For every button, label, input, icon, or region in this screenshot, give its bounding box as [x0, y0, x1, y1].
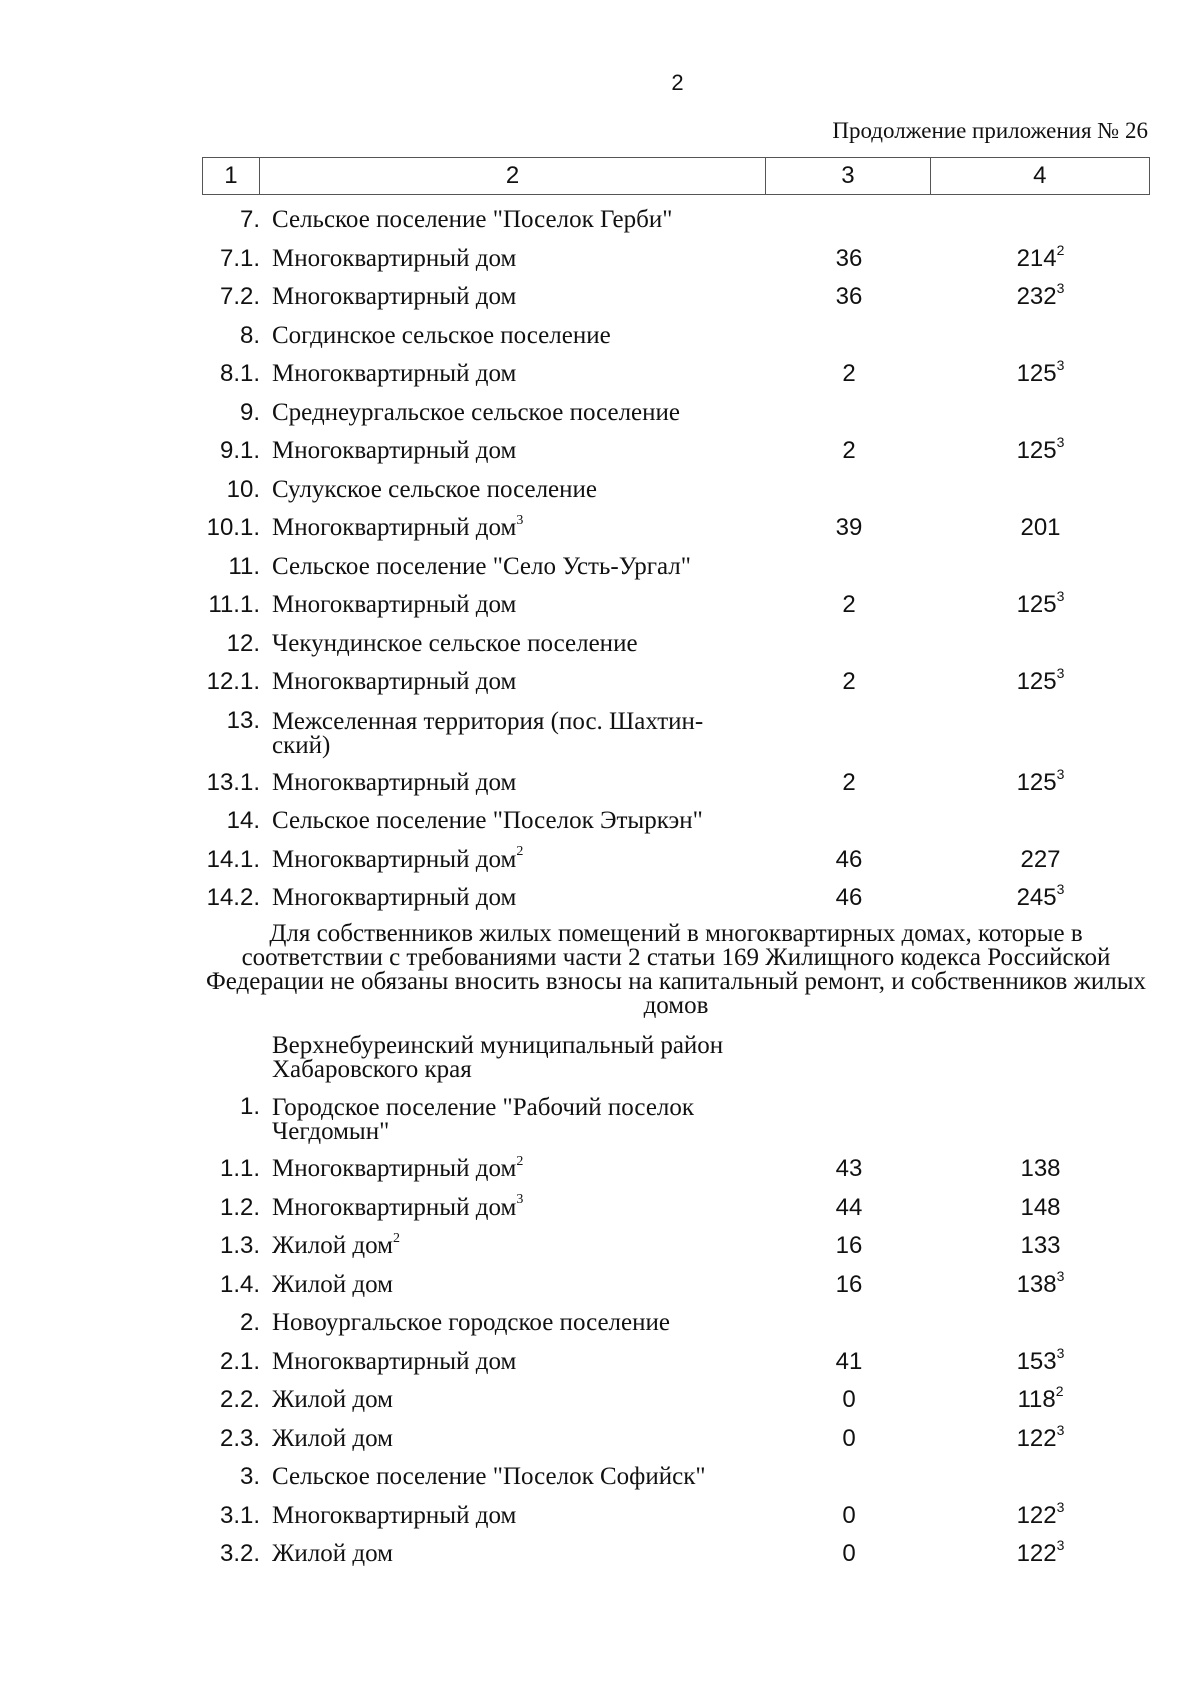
footnote-marker: 3: [1056, 665, 1065, 681]
row-name-text: Многоквартирный дом: [272, 360, 517, 387]
row-name-text: Многоквартирный дом: [272, 1193, 517, 1221]
row-value-col4: [931, 1266, 1150, 1304]
table-row: [202, 317, 1150, 356]
row-value-col4: [931, 432, 1150, 470]
row-value-col4: [931, 841, 1150, 879]
row-value-col4: [931, 764, 1150, 802]
row-name-text: Многоквартирный дом: [272, 768, 517, 796]
table-row: [202, 1088, 1150, 1150]
row-number: 9.1.: [219, 437, 260, 464]
row-value-col3: 36: [835, 283, 863, 310]
row-name-text: Многоквартирный дом: [272, 1155, 517, 1182]
row-value-col4: [931, 586, 1150, 624]
row-name: [260, 1266, 767, 1304]
row-name-text: Новоургальское городское поселение: [272, 1309, 670, 1336]
row-name-text: Жилой дом: [272, 1386, 393, 1413]
row-number: 10.1.: [206, 514, 260, 541]
table-row: [202, 625, 1150, 664]
footnote-marker: 3: [1056, 280, 1065, 296]
row-value-col3: 0: [842, 1501, 856, 1529]
page-number: 2: [671, 70, 684, 95]
footnote-marker: 2: [516, 844, 524, 860]
row-name-text: Сельское поселение "Село Усть-Ургал": [272, 552, 691, 580]
table-row: [202, 240, 1150, 279]
row-name-text: Многоквартирный дом: [272, 244, 517, 272]
row-name-text: Многоквартирный дом: [272, 668, 517, 695]
table-row: [202, 1150, 1150, 1189]
row-number: 10.: [226, 475, 260, 503]
row-name: [260, 394, 767, 432]
row-number: 13.: [226, 706, 260, 734]
row-number: 1.2.: [219, 1193, 260, 1221]
row-value-col3: 16: [835, 1270, 863, 1298]
row-value-col3: 2: [842, 437, 856, 464]
table-header: [202, 157, 1150, 195]
row-value-col3: 0: [842, 1424, 856, 1452]
footnote-marker: 3: [1056, 765, 1065, 782]
row-number: 3.2.: [219, 1540, 260, 1567]
table-row: [202, 432, 1150, 471]
row-value-col3: 43: [835, 1155, 863, 1182]
row-value-col4-text: 138: [1016, 1270, 1057, 1298]
row-value-col4: [931, 1227, 1150, 1265]
table-row: [202, 764, 1150, 803]
footnote-marker: 3: [1056, 357, 1065, 373]
row-value-col4-text: 122: [1016, 1540, 1057, 1567]
row-name: [260, 1420, 767, 1458]
row-value-col3: 2: [842, 591, 856, 618]
table-row: [202, 841, 1150, 880]
row-name: [260, 317, 767, 355]
row-name: [260, 509, 767, 547]
row-value-col3: 46: [835, 884, 863, 911]
district-row: [202, 1030, 1150, 1088]
row-name: [260, 432, 767, 470]
row-number: 12.: [226, 629, 260, 657]
header-col-1: 1: [203, 158, 260, 195]
table-row: [202, 663, 1150, 702]
row-value-col3: 2: [842, 768, 856, 796]
row-number: 2.2.: [219, 1386, 260, 1413]
header-col-2: 2: [259, 158, 765, 195]
row-name: [260, 879, 767, 917]
table-row: [202, 278, 1150, 317]
table-row: [202, 548, 1150, 587]
row-name-text: Согдинское сельское поселение: [272, 321, 611, 349]
row-value-col4-text: 214: [1016, 244, 1057, 272]
row-value-col3: 0: [842, 1540, 856, 1567]
row-name: [260, 625, 767, 663]
row-value-col4: [931, 355, 1150, 393]
row-value-col3: 39: [835, 514, 863, 541]
row-number: 1.1.: [219, 1155, 260, 1182]
row-name-text: Чекундинское сельское поселение: [272, 629, 638, 657]
row-name: [260, 1381, 767, 1419]
row-number: 3.1.: [219, 1501, 260, 1529]
row-name: [260, 764, 767, 802]
table-row: [202, 1266, 1150, 1305]
row-value-col4-text: 125: [1016, 768, 1057, 796]
row-value-col4: [931, 879, 1150, 917]
row-value-col4: [931, 278, 1150, 316]
footnote-marker: 3: [1056, 1537, 1065, 1553]
continuation-label: Продолжение приложения № 26: [832, 118, 1148, 143]
row-value-col3: 16: [835, 1232, 863, 1259]
row-name-text: Сельское поселение "Поселок Этыркэн": [272, 807, 703, 834]
row-number: 9.: [239, 398, 260, 426]
row-value-col3: 44: [835, 1193, 863, 1221]
table-row: [202, 802, 1150, 841]
row-name: [260, 663, 767, 701]
footnote-marker: 3: [1056, 881, 1065, 897]
footnote-marker: 2: [1055, 1383, 1064, 1399]
row-value-col3: 2: [842, 360, 856, 387]
row-value-col4-text: 122: [1016, 1424, 1057, 1452]
table-row: [202, 471, 1150, 510]
row-number: 8.1.: [219, 360, 260, 387]
row-value-col4: [931, 1535, 1150, 1573]
row-name: [260, 586, 767, 624]
row-value-col4: [931, 1420, 1150, 1458]
table-row: [202, 1535, 1150, 1574]
row-name-text: Городское поселение "Рабочий поселок Чегдомын": [272, 1094, 695, 1145]
row-number: 7.1.: [219, 244, 260, 272]
row-value-col4: [931, 240, 1150, 278]
row-name: [260, 278, 767, 316]
table-row: [202, 586, 1150, 625]
footnote-marker: 2: [392, 1230, 400, 1246]
row-name-text: Многоквартирный дом: [272, 514, 517, 541]
district-name: Верхнебуреинский муниципальный район Хабаровского края: [272, 1032, 724, 1083]
table-row: [202, 1227, 1150, 1266]
table-body-section-2: [202, 1030, 1150, 1574]
row-value-col4-text: 125: [1016, 668, 1057, 695]
row-number: 13.1.: [206, 768, 260, 796]
row-value-col4-text: 122: [1016, 1501, 1057, 1529]
row-number: 14.: [226, 807, 260, 834]
footnote-marker: 3: [516, 512, 524, 528]
row-value-col3: 2: [842, 668, 856, 695]
row-value-col4-text: 138: [1020, 1155, 1061, 1182]
row-value-col3: 46: [835, 845, 863, 873]
row-number: 11.: [228, 552, 260, 580]
row-name: [260, 471, 767, 509]
row-name-text: Многоквартирный дом: [272, 437, 517, 464]
row-name-text: Межселенная территория (пос. Шахтин- ский): [272, 707, 704, 759]
row-number: 7.: [239, 206, 260, 233]
row-value-col4: [931, 1189, 1150, 1227]
row-value-col4: [931, 509, 1150, 547]
row-number: 1.4.: [219, 1270, 260, 1298]
row-name: [260, 201, 767, 239]
row-number: 11.1.: [208, 591, 260, 618]
row-name: [260, 1227, 767, 1265]
row-name-text: Сельское поселение "Поселок Софийск": [272, 1463, 706, 1490]
row-name-text: Многоквартирный дом: [272, 591, 517, 618]
row-number: 14.2.: [206, 884, 260, 911]
row-name-text: Многоквартирный дом: [272, 1347, 517, 1375]
row-number: 1.: [239, 1093, 260, 1120]
row-value-col4: [931, 663, 1150, 701]
table-row: [202, 1458, 1150, 1497]
row-name: [260, 802, 767, 840]
footnote-marker: 2: [516, 1153, 524, 1169]
table-row: [202, 1189, 1150, 1228]
row-value-col4-text: 245: [1016, 884, 1057, 911]
table-row: [202, 1343, 1150, 1382]
row-value-col4: [931, 1381, 1150, 1419]
row-name: [260, 1304, 767, 1342]
row-value-col4-text: 133: [1020, 1232, 1061, 1259]
row-number: 7.2.: [219, 283, 260, 310]
row-name-text: Жилой дом: [272, 1424, 393, 1452]
row-name-text: Среднеургальское сельское поселение: [272, 398, 681, 426]
row-number: 2.3.: [219, 1424, 260, 1452]
row-name: [260, 1497, 767, 1535]
row-value-col4-text: 125: [1016, 360, 1057, 387]
row-name-text: Многоквартирный дом: [272, 884, 517, 911]
table-row: [202, 1497, 1150, 1536]
row-number: 2.: [239, 1309, 260, 1336]
footnote-marker: 3: [1056, 1267, 1065, 1284]
footnote-marker: 3: [1056, 434, 1065, 450]
row-value-col4-text: 125: [1016, 437, 1057, 464]
row-value-col3: 36: [835, 244, 863, 272]
section-note: Для собственников жилых помещений в многоквартирных домах, которые в соответствии с требованиями части 2 статьи 169 Жилищного кодекса Российской Федерации не обязаны вносить взносы на капитальный ремонт, и собственников жилых домов: [205, 920, 1146, 1019]
row-name: [260, 355, 767, 393]
row-name: [260, 1458, 767, 1496]
row-number: 12.1.: [206, 668, 260, 695]
row-name-text: Многоквартирный дом: [272, 1501, 517, 1529]
row-value-col3: 41: [835, 1347, 863, 1375]
footnote-marker: 3: [1056, 1498, 1065, 1515]
row-name: [260, 1343, 767, 1381]
table-row: [202, 201, 1150, 240]
row-name-text: Многоквартирный дом: [272, 845, 517, 873]
row-number: 14.1.: [206, 845, 260, 873]
footnote-marker: 3: [516, 1192, 524, 1208]
row-name: [260, 1088, 767, 1150]
row-name: [260, 841, 767, 879]
header-col-4: 4: [930, 158, 1149, 195]
header-col-3: 3: [766, 158, 930, 195]
row-value-col4-text: 118: [1017, 1386, 1056, 1413]
row-name: [260, 1189, 767, 1227]
footnote-marker: 3: [1056, 1344, 1065, 1361]
row-name-text: Жилой дом: [272, 1270, 393, 1298]
row-value-col4-text: 153: [1016, 1347, 1057, 1375]
row-name-text: Жилой дом: [272, 1232, 393, 1259]
table-row: [202, 1304, 1150, 1343]
row-name: [260, 548, 767, 586]
row-value-col4-text: 125: [1016, 591, 1057, 618]
row-value-col4: [931, 1150, 1150, 1188]
row-name: [260, 702, 767, 764]
row-number: 3.: [239, 1463, 260, 1490]
row-value-col4: [931, 1497, 1150, 1535]
row-name-text: Жилой дом: [272, 1540, 393, 1567]
row-number: 2.1.: [219, 1347, 260, 1375]
footnote-marker: 3: [1056, 1421, 1065, 1438]
row-value-col4-text: 201: [1020, 514, 1061, 541]
table-row: [202, 879, 1150, 918]
row-name: [260, 1535, 767, 1573]
table-body-section-1: [202, 201, 1150, 918]
row-value-col3: 0: [842, 1386, 856, 1413]
row-number: 1.3.: [219, 1232, 260, 1259]
row-value-col4-text: 232: [1016, 283, 1057, 310]
row-number: 8.: [239, 321, 260, 349]
footnote-marker: 2: [1056, 241, 1065, 258]
row-name: [260, 1150, 767, 1188]
row-value-col4-text: 148: [1020, 1193, 1061, 1221]
row-value-col4-text: 227: [1020, 845, 1061, 873]
footnote-marker: 3: [1056, 588, 1065, 604]
row-name: [260, 240, 767, 278]
row-name-text: Многоквартирный дом: [272, 283, 517, 310]
row-name-text: Сулукское сельское поселение: [272, 475, 597, 503]
row-name-text: Сельское поселение "Поселок Герби": [272, 206, 673, 233]
table-row: [202, 509, 1150, 548]
table-row: [202, 1381, 1150, 1420]
table-row: [202, 355, 1150, 394]
table-row: [202, 1420, 1150, 1459]
table-row: [202, 394, 1150, 433]
row-value-col4: [931, 1343, 1150, 1381]
table-row: [202, 702, 1150, 764]
